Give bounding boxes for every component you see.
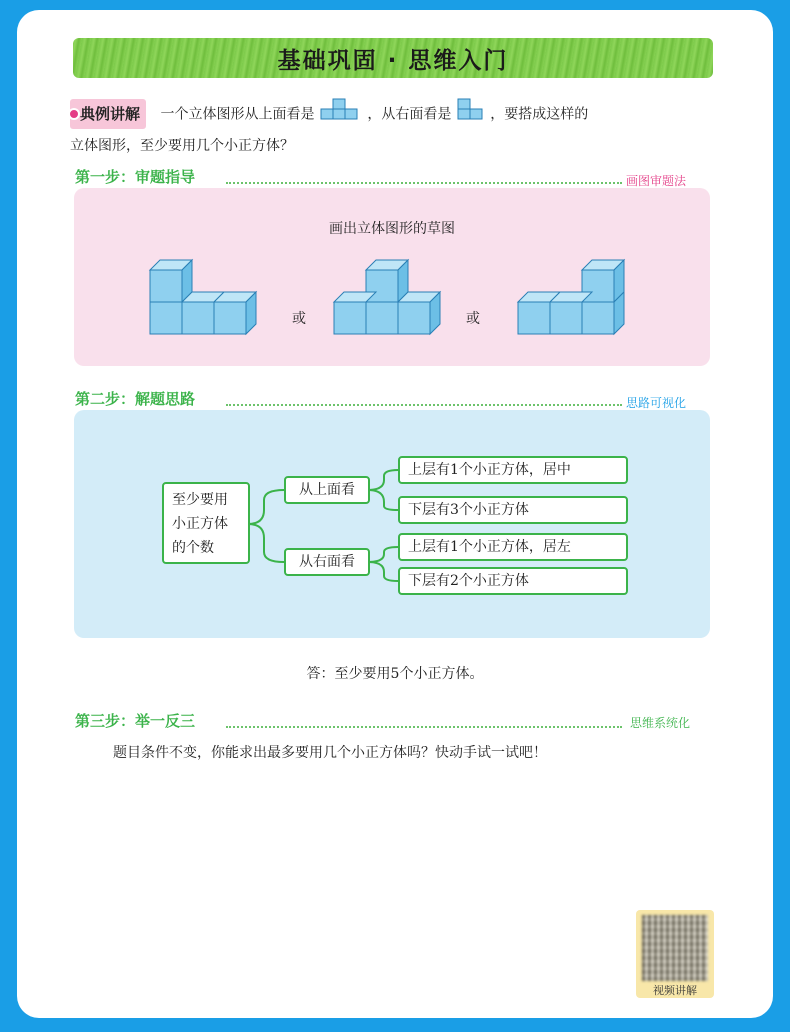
qr-label: 视频讲解: [653, 984, 697, 997]
right-view-shape-icon: [456, 98, 486, 131]
example-problem: [70, 98, 720, 161]
branch-right-view: 从右面看: [284, 548, 370, 576]
example-tag: 典例讲解: [70, 99, 146, 129]
leaf-right-lower: 下层有2个小正方体: [398, 567, 628, 595]
root-line-1: 至少要用: [172, 492, 228, 508]
branch-top-view: 从上面看: [284, 476, 370, 504]
step3-title: 第三步：举一反三: [75, 712, 196, 730]
video-qr-code[interactable]: [636, 910, 714, 998]
extension-question: 题目条件不变，你能求出最多要用几个小正方体吗？快动手试一试吧！: [113, 745, 547, 761]
step3-divider: [226, 726, 622, 728]
sketch-figure-2: [330, 256, 450, 340]
step1-divider: [226, 182, 622, 184]
leaf-right-upper: 上层有1个小正方体，居左: [398, 533, 628, 561]
step1-title: 第一步：审题指导: [75, 168, 196, 186]
mindmap-panel: [74, 410, 710, 638]
root-line-3: 的个数: [172, 540, 214, 556]
or-label-1: 或: [292, 311, 306, 327]
step2-tag: 思路可视化: [626, 396, 687, 410]
example-text-a: 一个立体图形从上面看是: [160, 106, 315, 123]
step3-tag: 思维系统化: [630, 716, 691, 730]
answer-text: 答：至少要用5个小正方体。: [306, 666, 484, 682]
section-banner: [73, 38, 713, 78]
leaf-top-upper: 上层有1个小正方体，居中: [398, 456, 628, 484]
banner-title: 基础巩固 · 思维入门: [277, 47, 509, 74]
top-view-shape-icon: [319, 98, 363, 131]
step2-title: 第二步：解题思路: [75, 390, 196, 408]
step2-divider: [226, 404, 622, 406]
step1-tag: 画图审题法: [626, 174, 687, 188]
or-label-2: 或: [466, 311, 480, 327]
qr-code-icon: [642, 915, 708, 981]
sketch-caption: 画出立体图形的草图: [329, 221, 455, 237]
sketch-figure-3: [514, 256, 634, 340]
example-text-d: 立体图形，至少要用几个小正方体？: [70, 138, 294, 154]
mindmap-root: [162, 482, 250, 564]
sketch-panel: [74, 188, 710, 366]
root-line-2: 小正方体: [172, 516, 228, 532]
leaf-top-lower: 下层有3个小正方体: [398, 496, 628, 524]
sketch-figure-1: [146, 256, 266, 340]
example-text-c: ，要搭成这样的: [490, 106, 589, 123]
example-text-b: ，从右面看是: [367, 106, 452, 123]
